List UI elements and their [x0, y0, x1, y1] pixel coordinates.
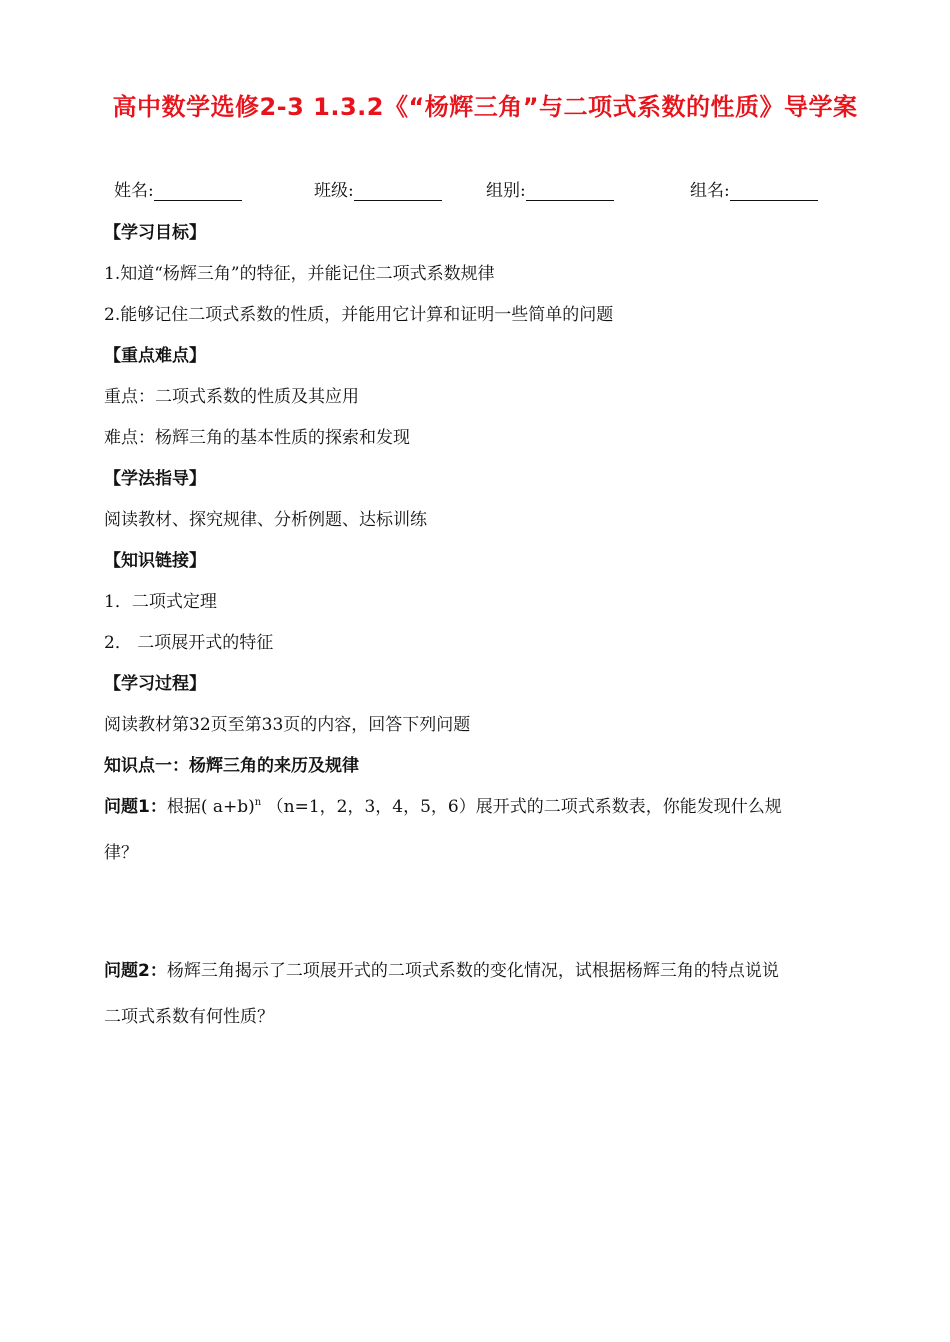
group-label: 组别: [486, 181, 526, 201]
class-label: 班级: [314, 181, 354, 201]
key-point-item: 重点：二项式系数的性质及其应用 [104, 387, 359, 407]
link-item: 1．二项式定理 [104, 592, 217, 612]
objectives-heading: 【学习目标】 [104, 223, 206, 243]
name-field[interactable] [114, 176, 242, 201]
group-name-blank[interactable] [730, 182, 818, 201]
question-2 [104, 956, 779, 981]
objective-item: 2.能够记住二项式系数的性质，并能用它计算和证明一些简单的问题 [104, 305, 614, 325]
question-1-exponent: n [254, 797, 262, 808]
method-heading: 【学法指导】 [104, 469, 206, 489]
question-1-text: （n=1，2，3，4，5，6）展开式的二项式系数表，你能发现什么规 [261, 797, 782, 817]
class-field[interactable] [314, 176, 442, 201]
question-1 [104, 792, 782, 817]
key-point-item: 难点：杨辉三角的基本性质的探索和发现 [104, 428, 410, 448]
group-blank[interactable] [526, 182, 614, 201]
link-item: 2． 二项展开式的特征 [104, 633, 274, 653]
question-2-text: 杨辉三角揭示了二项展开式的二项式系数的变化情况，试根据杨辉三角的特点说说 [166, 961, 779, 981]
question-1-continued: 律？ [104, 843, 138, 863]
group-field[interactable] [486, 176, 614, 201]
process-heading: 【学习过程】 [104, 674, 206, 694]
document-title: 高中数学选修2-3 1.3.2《“杨辉三角”与二项式系数的性质》导学案 [112, 93, 858, 121]
student-info-row [114, 176, 874, 200]
group-name-field[interactable] [690, 176, 818, 201]
group-name-label: 组名: [690, 181, 730, 201]
process-intro: 阅读教材第32页至第33页的内容，回答下列问题 [104, 715, 471, 735]
name-label: 姓名: [114, 181, 154, 201]
question-2-label: 问题2： [104, 961, 167, 981]
class-blank[interactable] [354, 182, 442, 201]
knowledge-point-title: 知识点一：杨辉三角的来历及规律 [104, 756, 359, 776]
key-points-heading: 【重点难点】 [104, 346, 206, 366]
links-heading: 【知识链接】 [104, 551, 206, 571]
method-text: 阅读教材、探究规律、分析例题、达标训练 [104, 510, 427, 530]
objective-item: 1.知道“杨辉三角”的特征，并能记住二项式系数规律 [104, 264, 495, 284]
question-2-continued: 二项式系数有何性质？ [104, 1007, 274, 1027]
question-1-pre: 根据( a+b) [166, 797, 255, 817]
name-blank[interactable] [154, 182, 242, 201]
question-1-label: 问题1： [104, 797, 167, 817]
